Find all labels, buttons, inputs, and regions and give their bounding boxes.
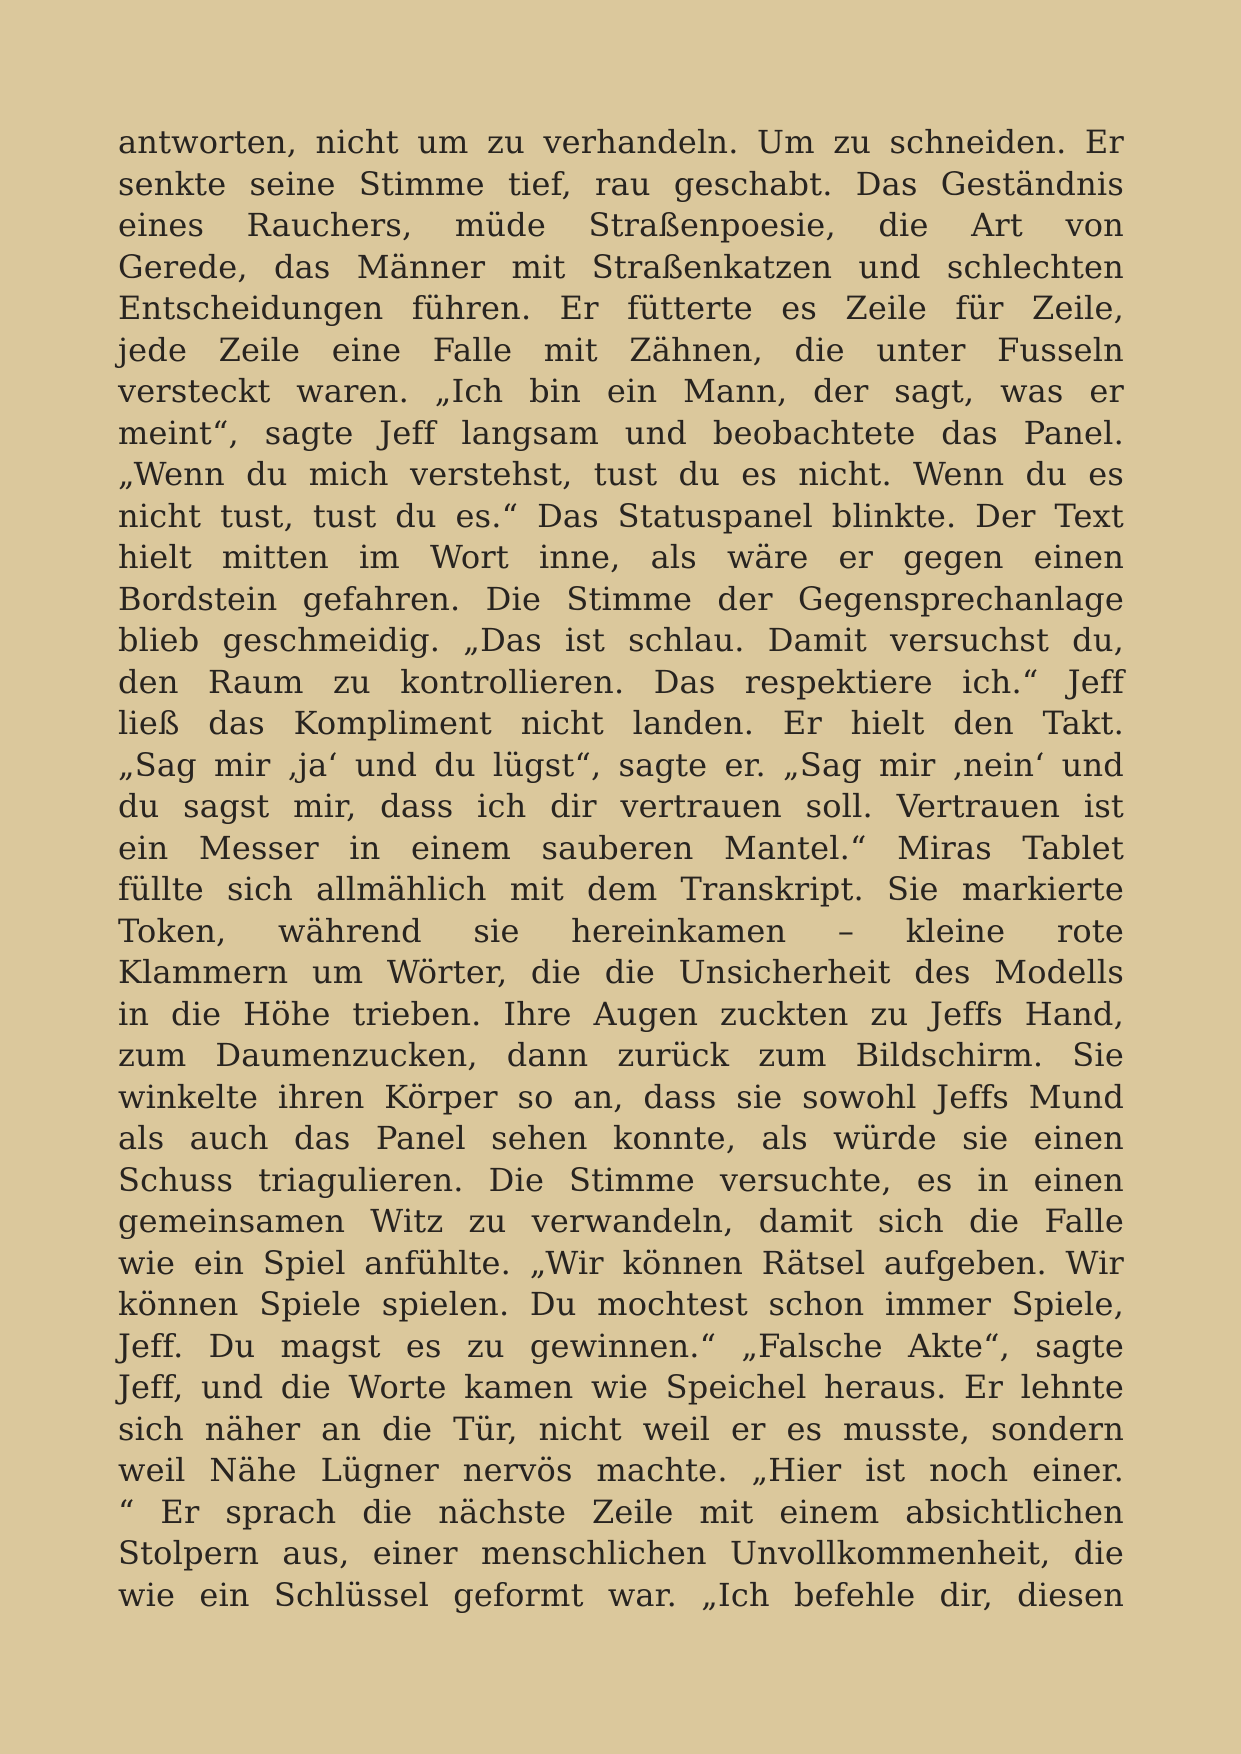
text-line: Klammern um Wörter, die die Unsicherheit des Modells xyxy=(118,953,1124,991)
text-line: meint“, sagte Jeff langsam und beobachtete das Panel. xyxy=(118,413,1124,452)
text-line: Entscheidungen führen. Er fütterte es Zeile für Zeile, xyxy=(118,289,1124,327)
text-line: weil Nähe Lügner nervös machte. „Hier ist noch einer. xyxy=(118,1451,1124,1489)
text-line: Schuss triagulieren. Die Stimme versuchte, es in einen xyxy=(118,1160,1124,1199)
text-line: wie ein Spiel anfühlte. „Wir können Rätsel aufgeben. Wir xyxy=(118,1243,1124,1282)
text-line: als auch das Panel sehen konnte, als würde sie einen xyxy=(118,1119,1124,1157)
text-line: jede Zeile eine Falle mit Zähnen, die unter Fusseln xyxy=(118,330,1124,369)
text-line: winkelte ihren Körper so an, dass sie sowohl Jeffs Mund xyxy=(118,1077,1124,1116)
text-line: Gerede, das Männer mit Straßenkatzen und schlechten xyxy=(118,247,1124,286)
text-line: blieb geschmeidig. „Das ist schlau. Damit versuchst du, xyxy=(118,621,1124,659)
text-line: können Spiele spielen. Du mochtest schon immer Spiele, xyxy=(118,1285,1124,1323)
text-line: Bordstein gefahren. Die Stimme der Gegensprechanlage xyxy=(118,579,1124,618)
text-block xyxy=(118,122,1124,1616)
text-line: eines Rauchers, müde Straßenpoesie, die Art von xyxy=(118,206,1124,244)
text-line: versteckt waren. „Ich bin ein Mann, der sagt, was er xyxy=(118,372,1124,410)
text-line: zum Daumenzucken, dann zurück zum Bildschirm. Sie xyxy=(118,1036,1124,1074)
text-line: den Raum zu kontrollieren. Das respektiere ich.“ Jeff xyxy=(118,662,1124,701)
text-line: “ Er sprach die nächste Zeile mit einem absichtlichen xyxy=(118,1492,1124,1531)
text-line: füllte sich allmählich mit dem Transkript. Sie markierte xyxy=(118,870,1124,908)
text-line: Token, während sie hereinkamen – kleine rote xyxy=(118,911,1124,950)
text-line: „Sag mir ‚ja‘ und du lügst“, sagte er. „Sag mir ‚nein‘ und xyxy=(118,745,1124,784)
text-line: nicht tust, tust du es.“ Das Statuspanel blinkte. Der Text xyxy=(118,496,1124,535)
text-line: antworten, nicht um zu verhandeln. Um zu schneiden. Er xyxy=(118,123,1124,161)
text-line: ein Messer in einem sauberen Mantel.“ Miras Tablet xyxy=(118,828,1124,867)
text-line: Jeff. Du magst es zu gewinnen.“ „Falsche Akte“, sagte xyxy=(118,1326,1124,1365)
text-line: Stolpern aus, einer menschlichen Unvollkommenheit, die xyxy=(118,1534,1124,1572)
text-line: „Wenn du mich verstehst, tust du es nicht. Wenn du es xyxy=(118,455,1124,493)
text-line: Jeff, und die Worte kamen wie Speichel heraus. Er lehnte xyxy=(118,1368,1124,1406)
text-line: hielt mitten im Wort inne, als wäre er gegen einen xyxy=(118,538,1124,576)
text-line: ließ das Kompliment nicht landen. Er hielt den Takt. xyxy=(118,704,1124,742)
text-line: gemeinsamen Witz zu verwandeln, damit sich die Falle xyxy=(118,1202,1124,1240)
text-line: sich näher an die Tür, nicht weil er es musste, sondern xyxy=(118,1409,1124,1448)
text-line: du sagst mir, dass ich dir vertrauen soll. Vertrauen ist xyxy=(118,787,1124,825)
text-line: senkte seine Stimme tief, rau geschabt. Das Geständnis xyxy=(118,164,1124,203)
text-line: wie ein Schlüssel geformt war. „Ich befehle dir, diesen xyxy=(118,1575,1124,1614)
text-line: in die Höhe trieben. Ihre Augen zuckten zu Jeffs Hand, xyxy=(118,994,1124,1033)
